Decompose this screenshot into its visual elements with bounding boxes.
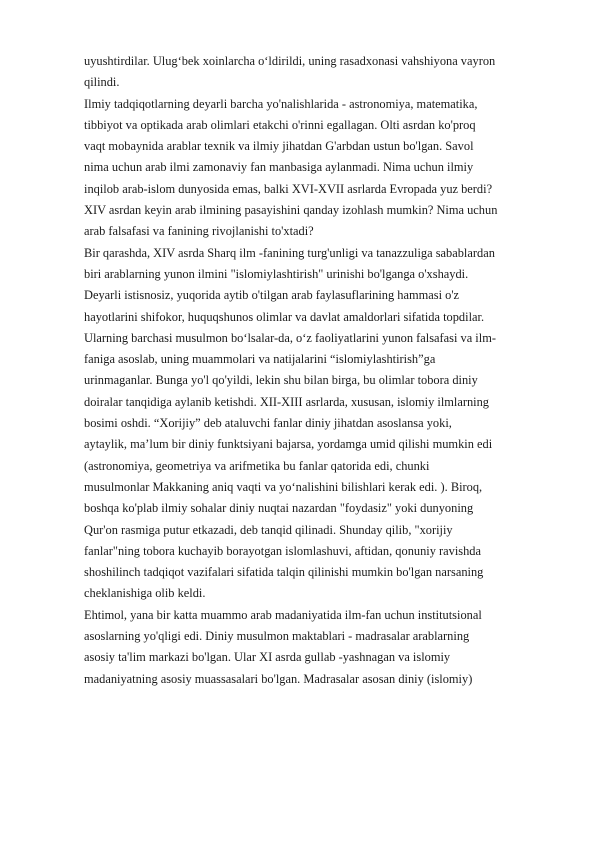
text-line: madaniyatning asosiy muassasalari bo'lgan. Madrasalar asosan diniy (islomiy): [84, 671, 473, 686]
text-line: Ilmiy tadqiqotlarning deyarli barcha yo'nalishlarida - astronomiya, matematika,: [84, 96, 478, 111]
text-line: hayotlarini shifokor, huquqshunos olimlar va davlat amaldorlari sifatida topdilar.: [84, 309, 485, 324]
text-line: Bir qarashda, XIV asrda Sharq ilm -fanining turg'unligi va tanazzuliga sabablardan: [84, 245, 495, 260]
text-line: Deyarli istisnosiz, yuqorida aytib o'tilgan arab faylasuflarining hammasi o'z: [84, 288, 460, 303]
text-line: cheklanishiga olib keldi.: [84, 586, 206, 601]
text-line: biri arablarning yunon ilmini "islomiylashtirish" urinishi bo'lganga o'xshaydi.: [84, 266, 469, 281]
text-line: uyushtirdilar. Ulug‘bek xoinlarcha o‘ldirildi, uning rasadxonasi vahshiyona vayron: [84, 54, 496, 68]
text-line: vaqt mobaynida arablar texnik va ilmiy jihatdan G'arbdan ustun bo'lgan. Savol: [84, 139, 474, 154]
text-line: nima uchun arab ilmi zamonaviy fan manbasiga aylanmadi. Nima uchun ilmiy: [84, 160, 474, 175]
text-line: fanlar"ning tobora kuchayib borayotgan islomlashuvi, aftidan, qonuniy ravishda: [84, 543, 481, 558]
text-line: (astronomiya, geometriya va arifmetika bu fanlar qatorida edi, chunki: [84, 458, 430, 473]
text-line: tibbiyot va optikada arab olimlari etakchi o'rinni egallagan. Olti asrdan ko'proq: [84, 117, 476, 132]
text-line: faniga asoslab, uning muammolari va natijalarini “islomiylashtirish”ga: [84, 352, 436, 367]
text-line: boshqa ko'plab ilmiy sohalar diniy nuqtai nazardan "foydasiz" yoki dunyoning: [84, 501, 474, 516]
text-line: bosimi oshdi. “Xorijiy” deb ataluvchi fanlar diniy jihatdan asoslansa yoki,: [84, 416, 452, 431]
text-line: aytaylik, ma’lum bir diniy funktsiyani bajarsa, yordamga umid qilishi mumkin edi: [84, 437, 493, 452]
text-line: arab falsafasi va fanining rivojlanishi to'xtadi?: [84, 224, 314, 239]
text-line: qilindi.: [84, 75, 120, 90]
text-line: urinmaganlar. Bunga yo'l qo'yildi, lekin shu bilan birga, bu olimlar tobora diniy: [84, 373, 478, 388]
text-line: asosiy ta'lim markazi bo'lgan. Ular XI asrda gullab -yashnagan va islomiy: [84, 650, 451, 665]
body-text: [84, 51, 554, 690]
text-line: doiralar tanqidiga aylanib ketishdi. XII-XIII asrlarda, xususan, islomiy ilmlarning: [84, 394, 490, 409]
text-line: Ehtimol, yana bir katta muammo arab madaniyatida ilm-fan uchun institutsional: [84, 607, 482, 622]
text-line: shoshilinch tadqiqot vazifalari sifatida talqin qilinishi mumkin bo'lgan narsaning: [84, 565, 484, 580]
text-line: asoslarning yo'qligi edi. Diniy musulmon maktablari - madrasalar arablarning: [84, 629, 470, 644]
text-line: Ularning barchasi musulmon bo‘lsalar-da, o‘z faoliyatlarini yunon falsafasi va ilm-: [84, 330, 496, 345]
text-line: musulmonlar Makkaning aniq vaqti va yo‘nalishini bilishlari kerak edi. ). Biroq,: [84, 479, 483, 494]
text-line: inqilob arab-islom dunyosida emas, balki XVI-XVII asrlarda Evropada yuz berdi?: [84, 181, 493, 196]
text-line: XIV asrdan keyin arab ilmining pasayishini qanday izohlash mumkin? Nima uchun: [84, 203, 498, 218]
text-line: Qur'on rasmiga putur etkazadi, deb tanqid qilinadi. Shunday qilib, "xorijiy: [84, 522, 453, 537]
